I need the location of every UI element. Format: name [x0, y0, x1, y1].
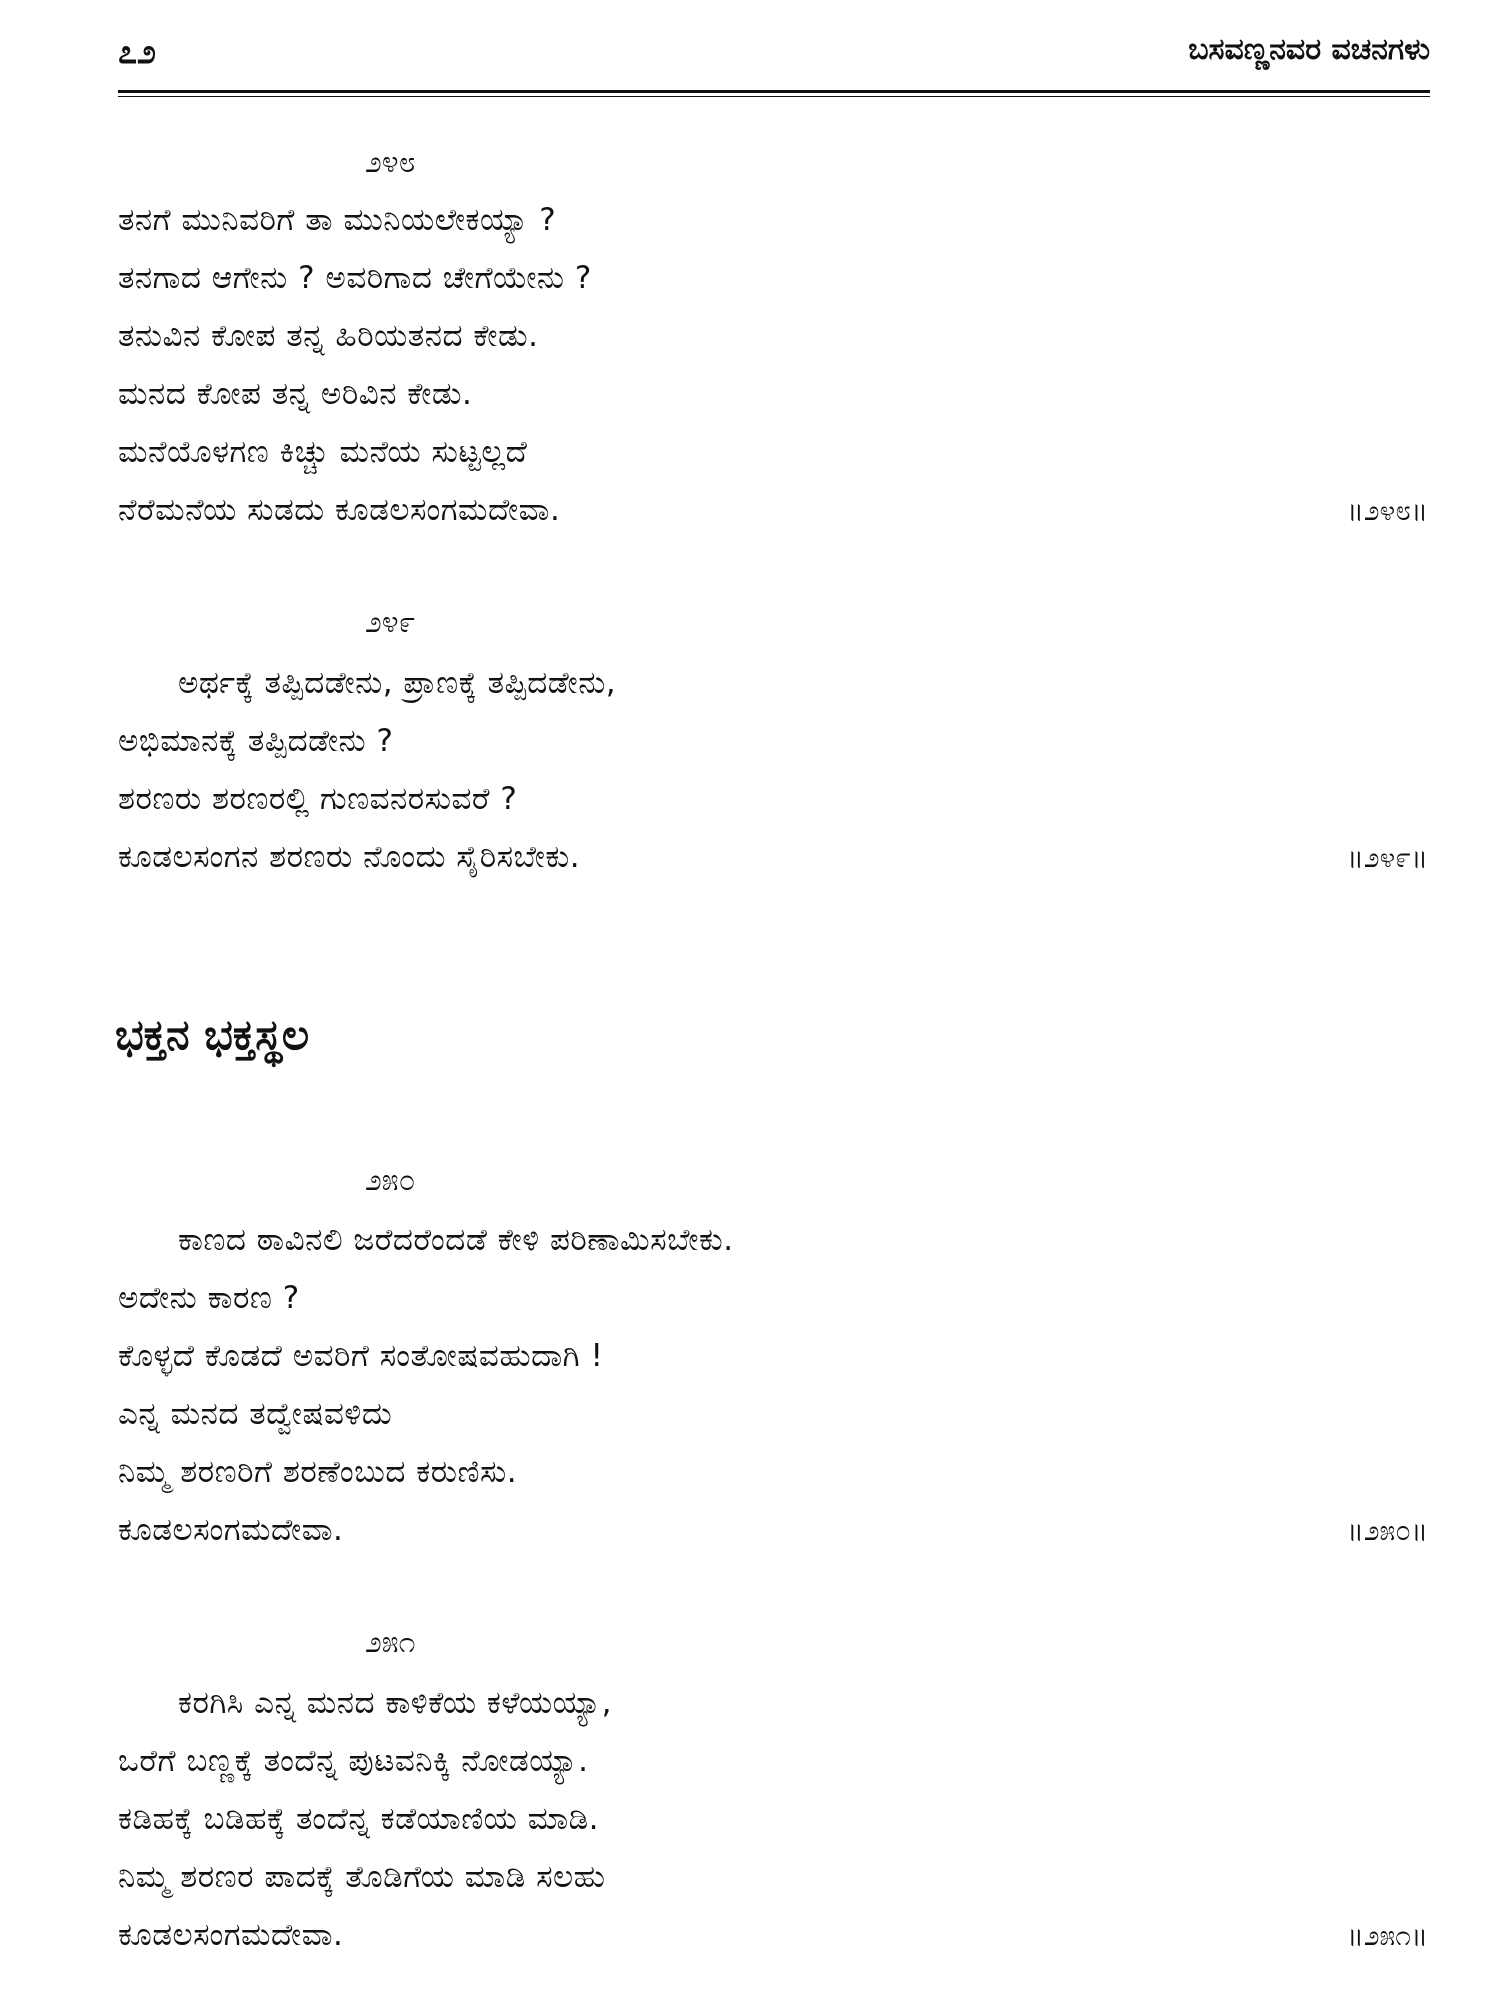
page-header [118, 32, 1430, 92]
book-title: ಬಸವಣ್ಣನವರ ವಚನಗಳು [1188, 32, 1430, 67]
vachana-line: ಮನದ ಕೋಪ ತನ್ನ ಅರಿವಿನ ಕೇಡು. [118, 376, 473, 412]
header-rule-thin [118, 96, 1430, 97]
vachana-line: ಅದೇನು ಕಾರಣ ? [118, 1280, 300, 1316]
vachana-line: ಕೂಡಲಸಂಗಮದೇವಾ. [118, 1512, 344, 1548]
vachana-line: ತನಗೆ ಮುನಿವರಿಗೆ ತಾ ಮುನಿಯಲೇಕಯ್ಯಾ ? [118, 202, 557, 238]
vachana-line: ಒರೆಗೆ ಬಣ್ಣಕ್ಕೆ ತಂದೆನ್ನ ಪುಟವನಿಕ್ಕಿ ನೋಡಯ್ಯಾ. [118, 1743, 589, 1779]
vachana-line: ಕೂಡಲಸಂಗನ ಶರಣರು ನೊಂದು ಸೈರಿಸಬೇಕು. [118, 839, 581, 875]
vachana-line: ಕರಗಿಸಿ ಎನ್ನ ಮನದ ಕಾಳಿಕೆಯ ಕಳೆಯಯ್ಯಾ, [178, 1685, 612, 1721]
vachana-number: ೨೫೧ [365, 1625, 416, 1660]
vachana-line: ತನುವಿನ ಕೋಪ ತನ್ನ ಹಿರಿಯತನದ ಕೇಡು. [118, 318, 539, 354]
vachana-line: ಕೂಡಲಸಂಗಮದೇವಾ. [118, 1917, 344, 1953]
page-number: ೭೨ [118, 32, 157, 72]
vachana-end-number: ॥೨೪೮॥ [1346, 494, 1428, 527]
vachana-line: ಎನ್ನ ಮನದ ತದ್ವೇಷವಳಿದು [118, 1396, 393, 1432]
vachana-line: ಶರಣರು ಶರಣರಲ್ಲಿ ಗುಣವನರಸುವರೆ ? [118, 781, 518, 817]
vachana-line: ನೆರೆಮನೆಯ ಸುಡದು ಕೂಡಲಸಂಗಮದೇವಾ. [118, 492, 561, 528]
vachana-line: ನಿಮ್ಮ ಶರಣರಿಗೆ ಶರಣೆಂಬುದ ಕರುಣಿಸು. [118, 1454, 518, 1490]
vachana-line: ಅಭಿಮಾನಕ್ಕೆ ತಪ್ಪಿದಡೇನು ? [118, 723, 394, 759]
vachana-line: ತನಗಾದ ಆಗೇನು ? ಅವರಿಗಾದ ಚೇಗೆಯೇನು ? [118, 260, 592, 296]
vachana-line: ಕಾಣದ ಠಾವಿನಲಿ ಜರೆದರೆಂದಡೆ ಕೇಳಿ ಪರಿಣಾಮಿಸಬೇಕು. [178, 1222, 734, 1258]
vachana-line: ಮನೆಯೊಳಗಣ ಕಿಚ್ಚು ಮನೆಯ ಸುಟ್ಟಲ್ಲದೆ [118, 434, 528, 470]
section-title: ಭಕ್ತನ ಭಕ್ತಸ್ಥಲ [115, 1010, 310, 1059]
vachana-line: ಕೊಳ್ಳದೆ ಕೊಡದೆ ಅವರಿಗೆ ಸಂತೋಷವಹುದಾಗಿ ! [118, 1338, 604, 1374]
vachana-line: ಕಡಿಹಕ್ಕೆ ಬಡಿಹಕ್ಕೆ ತಂದೆನ್ನ ಕಡೆಯಾಣಿಯ ಮಾಡಿ. [118, 1801, 600, 1837]
vachana-end-number: ॥೨೪೯॥ [1346, 841, 1428, 874]
vachana-end-number: ॥೨೫೦॥ [1346, 1514, 1428, 1547]
vachana-number: ೨೫೦ [365, 1163, 416, 1198]
vachana-end-number: ॥೨೫೧॥ [1346, 1919, 1428, 1952]
vachana-number: ೨೪೯ [365, 605, 416, 640]
vachana-line: ಅರ್ಥಕ್ಕೆ ತಪ್ಪಿದಡೇನು, ಪ್ರಾಣಕ್ಕೆ ತಪ್ಪಿದಡೇನು, [178, 665, 617, 701]
vachana-line: ನಿಮ್ಮ ಶರಣರ ಪಾದಕ್ಕೆ ತೊಡಿಗೆಯ ಮಾಡಿ ಸಲಹು [118, 1859, 606, 1895]
vachana-number: ೨೪೮ [365, 145, 416, 180]
header-rule [118, 90, 1430, 93]
